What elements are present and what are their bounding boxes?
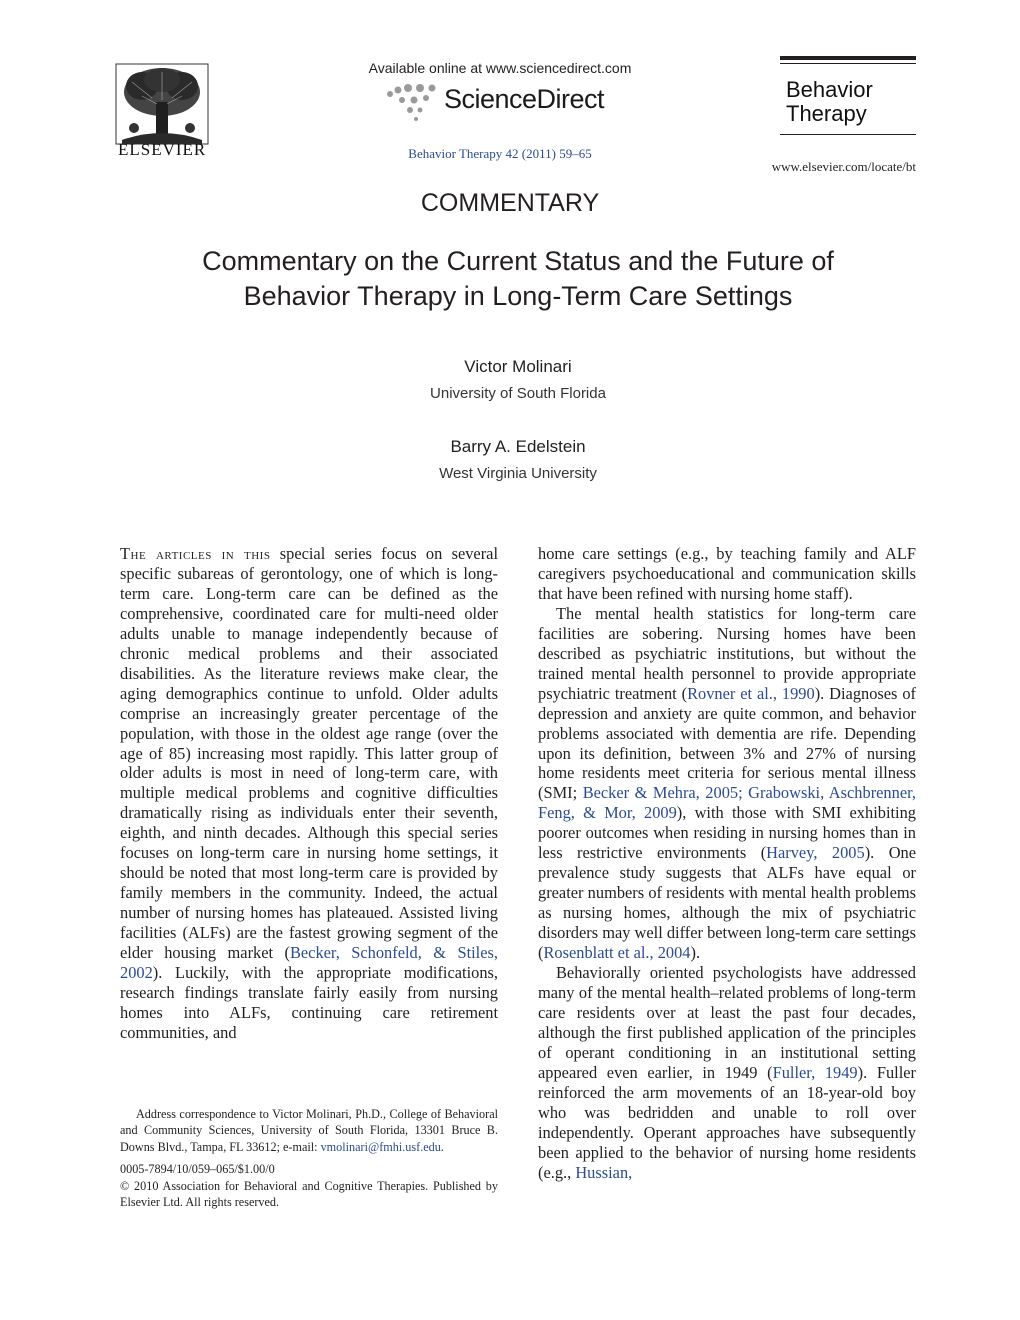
citation-link[interactable]: Rovner et al., 1990 bbox=[687, 683, 815, 703]
journal-logo bbox=[786, 78, 873, 126]
paragraph: home care settings (e.g., by teaching family and ALF caregivers psychoeducational and communication skills that have been refined with nursing home staff). bbox=[538, 544, 916, 603]
citation-link[interactable]: Hussian, bbox=[575, 1162, 633, 1182]
journal-logo-line2: Therapy bbox=[786, 101, 867, 126]
journal-url[interactable]: www.elsevier.com/locate/bt bbox=[771, 159, 916, 174]
article-title bbox=[150, 244, 886, 314]
email-link[interactable]: vmolinari@fmhi.usf.edu bbox=[320, 1139, 441, 1154]
journal-logo-rule bbox=[780, 134, 916, 135]
footnote bbox=[120, 1106, 498, 1210]
sciencedirect-dots-icon bbox=[384, 80, 444, 124]
body-column-left bbox=[120, 544, 498, 1043]
citation-link[interactable]: Becker, Schonfeld, & Stiles, 2002 bbox=[120, 943, 498, 983]
copyright-line: © 2010 Association for Behavioral and Cognitive Therapies. Published by Elsevier Ltd. All rights reserved. bbox=[120, 1178, 498, 1210]
author-affiliation: West Virginia University bbox=[439, 465, 597, 482]
paragraph: Behaviorally oriented psychologists have addressed many of the mental health–related problems of long-term care residents over at least the past four decades, although the first published application of the principles of operant conditioning in an institutional setting appeared even earlier, in 1949 (Fuller, 1949). Fuller reinforced the arm movements of an 18-year-old boy who was bedridden and unable to roll over independently. Operant approaches have subsequently been applied to the behavior of nursing home residents (e.g., Hussian, bbox=[538, 963, 916, 1182]
paragraph: The articles in this special series focus on several specific subareas of gerontology, one of which is long-term care. Long-term care can be defined as the comprehensive, coordinated care for multi-need older adults unable to manage independently because of chronic medical problems and their associated disabilities. As the literature reviews make clear, the aging demographics continue to unfold. Older adults comprise an increasingly greater percentage of the population, with those in the oldest age range (over the age of 85) increasing most rapidly. This latter group of older adults is most in need of long-term care, with multiple medical problems and cognitive difficulties dramatically rising as individuals enter their seventh, eighth, and ninth decades. Although this special series focuses on long-term care in nursing home settings, it should be noted that most long-term care is provided by family members in the community. Indeed, the actual number of nursing homes has plateaued. Assisted living facilities (ALFs) are the fastest growing segment of the elder housing market (Becker, Schonfeld, & Stiles, 2002). Luckily, with the appropriate modifications, research findings translate fairly easily from nursing homes into ALFs, continuing care retirement communities, and bbox=[120, 544, 498, 1042]
correspondence-address: Address correspondence to Victor Molinari, Ph.D., College of Behavioral and Community Sciences, University of South Florida, 13301 Bruce B. Downs Blvd., Tampa, FL 33612; e-mail: vmolinari@fmhi.usf.edu. bbox=[120, 1107, 498, 1154]
author-name: Victor Molinari bbox=[464, 357, 572, 376]
author-name: Barry A. Edelstein bbox=[450, 437, 586, 456]
title-line1: Commentary on the Current Status and the Future of bbox=[202, 246, 834, 276]
issn-line: 0005-7894/10/059–065/$1.00/0 bbox=[120, 1162, 275, 1177]
citation-link[interactable]: Becker & Mehra, 2005; Grabowski, Aschbrenner, Feng, & Mor, 2009 bbox=[538, 783, 916, 823]
journal-logo-rule bbox=[780, 63, 916, 64]
section-label: COMMENTARY bbox=[420, 189, 600, 217]
available-online-text: Available online at www.sciencedirect.com bbox=[368, 60, 632, 76]
citation-link[interactable]: Harvey, 2005 bbox=[766, 843, 865, 863]
journal-logo-rule bbox=[780, 56, 916, 60]
title-line2: Behavior Therapy in Long-Term Care Settings bbox=[243, 281, 793, 311]
journal-logo-line1: Behavior bbox=[786, 77, 873, 102]
publisher-name: ELSEVIER bbox=[118, 140, 207, 159]
citation-link[interactable]: Rosenblatt et al., 2004 bbox=[543, 943, 691, 963]
sciencedirect-brand: ScienceDirect bbox=[444, 84, 605, 114]
journal-citation[interactable]: Behavior Therapy 42 (2011) 59–65 bbox=[408, 146, 592, 161]
author-affiliation: University of South Florida bbox=[430, 385, 606, 402]
body-column-right bbox=[538, 544, 916, 1183]
lead-in: The articles in this bbox=[120, 544, 271, 563]
citation-link[interactable]: Fuller, 1949 bbox=[772, 1062, 858, 1082]
paragraph: The mental health statistics for long-term care facilities are sobering. Nursing homes have been described as psychiatric institutions, but without the trained mental health personnel to provide appropriate psychiatric treatment (Rovner et al., 1990). Diagnoses of depression and anxiety are quite common, and behavior problems associated with dementia are rife. Depending upon its definition, between 3% and 27% of nursing home residents meet criteria for serious mental illness (SMI; Becker & Mehra, 2005; Grabowski, Aschbrenner, Feng, & Mor, 2009), with those with SMI exhibiting poorer outcomes when residing in nursing homes than in less restrictive environments (Harvey, 2005). One prevalence study suggests that ALFs have equal or greater numbers of residents with mental health problems as nursing homes, although the mix of psychiatric disorders may well differ between long-term care settings (Rosenblatt et al., 2004). bbox=[538, 603, 917, 963]
